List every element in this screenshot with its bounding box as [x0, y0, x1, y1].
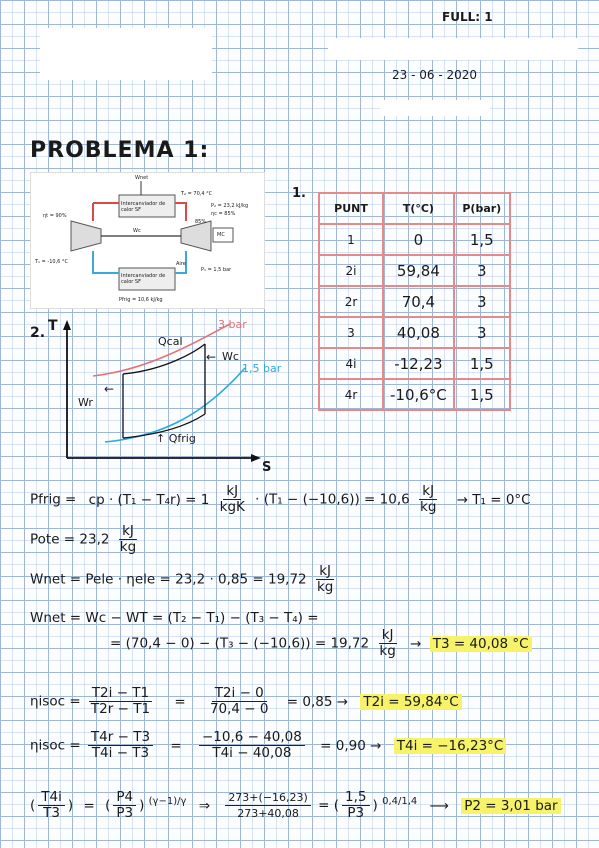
eq-wnet3: = (70,4 − 0) − (T₃ − (−10,6)) = 19,72 $\frac{kJ}{kg}$ → T3 = 40,08 °C: [110, 628, 532, 659]
table-row: [319, 348, 510, 379]
ts-axis-t: T: [48, 318, 58, 334]
table-row: [319, 317, 510, 348]
cell: 59,84: [383, 255, 454, 286]
ts-axis-s: S: [262, 460, 272, 475]
eq-wnet3-text: = (70,4 − 0) − (T₃ − (−10,6)) = 19,72: [110, 635, 370, 652]
frac-den: kg: [420, 499, 437, 515]
eq-etac-lhs: ηisoc =: [30, 693, 81, 710]
diag-wnet: Wnet: [135, 175, 149, 181]
cell: 3: [454, 286, 510, 317]
eq-pfrig-result: → T₁ = 0°C: [456, 491, 531, 508]
eq-pfrig-rest: · (T₁ − (−10,6)) = 10,6: [255, 491, 410, 508]
frac: [88, 686, 153, 717]
eq-etat-eq: = 0,90 →: [320, 737, 382, 754]
frac-den: T3: [43, 805, 60, 821]
table-row: [319, 255, 510, 286]
cell: 1,5: [454, 348, 510, 379]
eq-etat-lhs: ηisoc =: [30, 737, 81, 754]
frac-den: P3: [116, 805, 134, 821]
redacted-info: [380, 100, 490, 116]
cell: 3: [454, 317, 510, 348]
frac-num: kJ: [316, 564, 334, 580]
diag-p1: P₁ = 1,5 bar: [201, 267, 232, 273]
frac-num: T2i − 0: [212, 686, 267, 702]
frac-den: 273+40,08: [237, 807, 299, 820]
frac-num: T4r − T3: [88, 730, 153, 746]
frac: [314, 564, 336, 595]
cell: 1: [319, 224, 383, 255]
cycle-schematic: [30, 172, 265, 309]
table-row: [319, 286, 510, 317]
frac: [342, 790, 369, 821]
wc-label: Wc: [222, 350, 239, 363]
frac-den: P3: [347, 805, 365, 821]
frac-den: T2r − T1: [90, 701, 151, 717]
diag-t1: T₁ = -10,6 °C: [35, 259, 68, 265]
frac-num: T2i − T1: [89, 686, 152, 702]
eq-pfrig-lhs: Pfrig =: [30, 491, 77, 508]
redacted-id: [328, 38, 578, 60]
frac-num: −10,6 − 40,08: [199, 730, 305, 746]
eq-etat: ηisoc = $\frac{T4r - T3}{T4i - T3}$ = $\frac{-10,6 - 40,08}{T4i - 40,08}$ = 0,90 → T4i = −16,23°C: [30, 730, 506, 761]
eq-pressure-exp: (γ−1)/γ: [148, 796, 187, 807]
frac: [38, 790, 65, 821]
isobar-low-label: 1,5 bar: [242, 362, 282, 375]
frac-num: T4i: [38, 790, 65, 806]
cell: -12,23: [383, 348, 454, 379]
frac: [88, 730, 153, 761]
cell: 1,5: [454, 224, 510, 255]
diag-etat: ηt = 90%: [43, 213, 67, 219]
diag-aire: Aire: [176, 261, 186, 267]
cell: 2r: [319, 286, 383, 317]
wr-label: Wr: [78, 396, 93, 409]
frac: [217, 484, 248, 515]
diag-qfrig: Pfrig = 10,6 kJ/kg: [119, 297, 163, 303]
states-table: [318, 192, 511, 411]
frac-den: kg: [379, 643, 396, 659]
table-row: [319, 379, 510, 410]
frac-num: 273+(−16,23): [225, 790, 311, 806]
frac-den: kg: [316, 579, 334, 595]
diag-wc: Wc: [133, 228, 141, 234]
eq-etac-eq: = 0,85 →: [286, 693, 349, 710]
frac-den: T4i − T3: [91, 745, 150, 761]
eq-wnet1: [30, 564, 339, 595]
frac-den: 70,4 − 0: [209, 701, 269, 717]
cell: 4r: [319, 379, 383, 410]
cell: 4i: [319, 348, 383, 379]
wr-arrow: ←: [104, 382, 115, 396]
eq-pressure: ( $\frac{T4i}{T3}$ ) = ( $\frac{P4}{P3}$ ) $^{(\gamma-1)/\gamma}$ ⇒ $\frac{273+(-16,23)}{273+40,08}$ = ( $\frac{1,5}{P3}$ ) $^{0,4/1,4}$ ⟶ P2 = 3,01 bar: [30, 790, 561, 821]
redacted-name: [40, 28, 212, 80]
header-t: T(°C): [383, 193, 454, 224]
isobar-high-label: 3 bar: [218, 318, 247, 331]
full-number: FULL: 1: [442, 10, 493, 24]
diag-p2: P₂ = 23,2 kJ/kg: [211, 203, 249, 209]
diag-etac: ηc = 85%: [211, 211, 236, 217]
diag-t2: T₂ = 70,4 °C: [181, 191, 213, 197]
frac: [117, 524, 139, 555]
header-p: P(bar): [454, 193, 510, 224]
diag-bottom-box: Intercanviador de calor SF: [121, 273, 166, 285]
cell: 3: [319, 317, 383, 348]
frac-num: kJ: [223, 484, 241, 500]
cell: 40,08: [383, 317, 454, 348]
eq-pfrig-mid: cp · (T₁ − T₄r) = 1: [88, 491, 210, 508]
eq-etac-result: T2i = 59,84°C: [360, 694, 461, 710]
frac-den: T4i − 40,08: [212, 745, 292, 761]
qcal-label: Qcal: [158, 335, 183, 348]
frac: [376, 628, 398, 659]
frac: [207, 686, 272, 717]
diag-top-box: Intercanviador de calor SF: [121, 201, 166, 213]
cell: 3: [454, 255, 510, 286]
frac: [113, 790, 136, 821]
frac-num: kJ: [419, 484, 437, 500]
table-row: [319, 224, 510, 255]
eq-wnet3-result: T3 = 40,08 °C: [430, 636, 532, 652]
wc-arrow: ←: [206, 350, 217, 364]
diag-mc: MC: [217, 232, 225, 238]
eq-pressure-exp2: 0,4/1,4: [382, 796, 418, 807]
eq-pote-text: Pote = 23,2: [30, 531, 110, 548]
frac: [199, 730, 305, 761]
frac-num: 1,5: [342, 790, 369, 806]
frac: [225, 790, 311, 821]
frac-num: kJ: [379, 628, 397, 644]
eq-wnet2: Wnet = Wc − WT = (T₂ − T₁) − (T₃ − T₄) =: [30, 610, 319, 626]
eq-etat-result: T4i = −16,23°C: [394, 738, 507, 754]
frac: [417, 484, 439, 515]
cell: 70,4: [383, 286, 454, 317]
problem-title: PROBLEMA 1:: [30, 138, 210, 163]
eq-pote: [30, 524, 142, 555]
eq-etac: ηisoc = $\frac{T2i - T1}{T2r - T1}$ = $\frac{T2i - 0}{70,4 - 0}$ = 0,85 → T2i = 59,84°C: [30, 686, 462, 717]
eq-pfrig: [30, 484, 531, 515]
item1-label: 1.: [292, 186, 306, 201]
frac-num: P4: [113, 790, 136, 806]
table-header-row: [319, 193, 510, 224]
frac-den: kgK: [219, 499, 245, 515]
qfrig-label: ↑ Qfrig: [156, 432, 196, 445]
cell: 2i: [319, 255, 383, 286]
cell: -10,6°C: [383, 379, 454, 410]
cell: 1,5: [454, 379, 510, 410]
frac-den: kg: [119, 539, 137, 555]
frac-num: kJ: [119, 524, 137, 540]
diag-mec: 85%: [195, 219, 207, 225]
exam-date: 23 - 06 - 2020: [392, 68, 477, 82]
header-punt: PUNT: [319, 193, 383, 224]
cell: 0: [383, 224, 454, 255]
eq-wnet1-text: Wnet = Pele · ηele = 23,2 · 0,85 = 19,72: [30, 571, 307, 588]
eq-pressure-result: P2 = 3,01 bar: [461, 798, 560, 814]
item2-label: 2.: [30, 325, 46, 341]
